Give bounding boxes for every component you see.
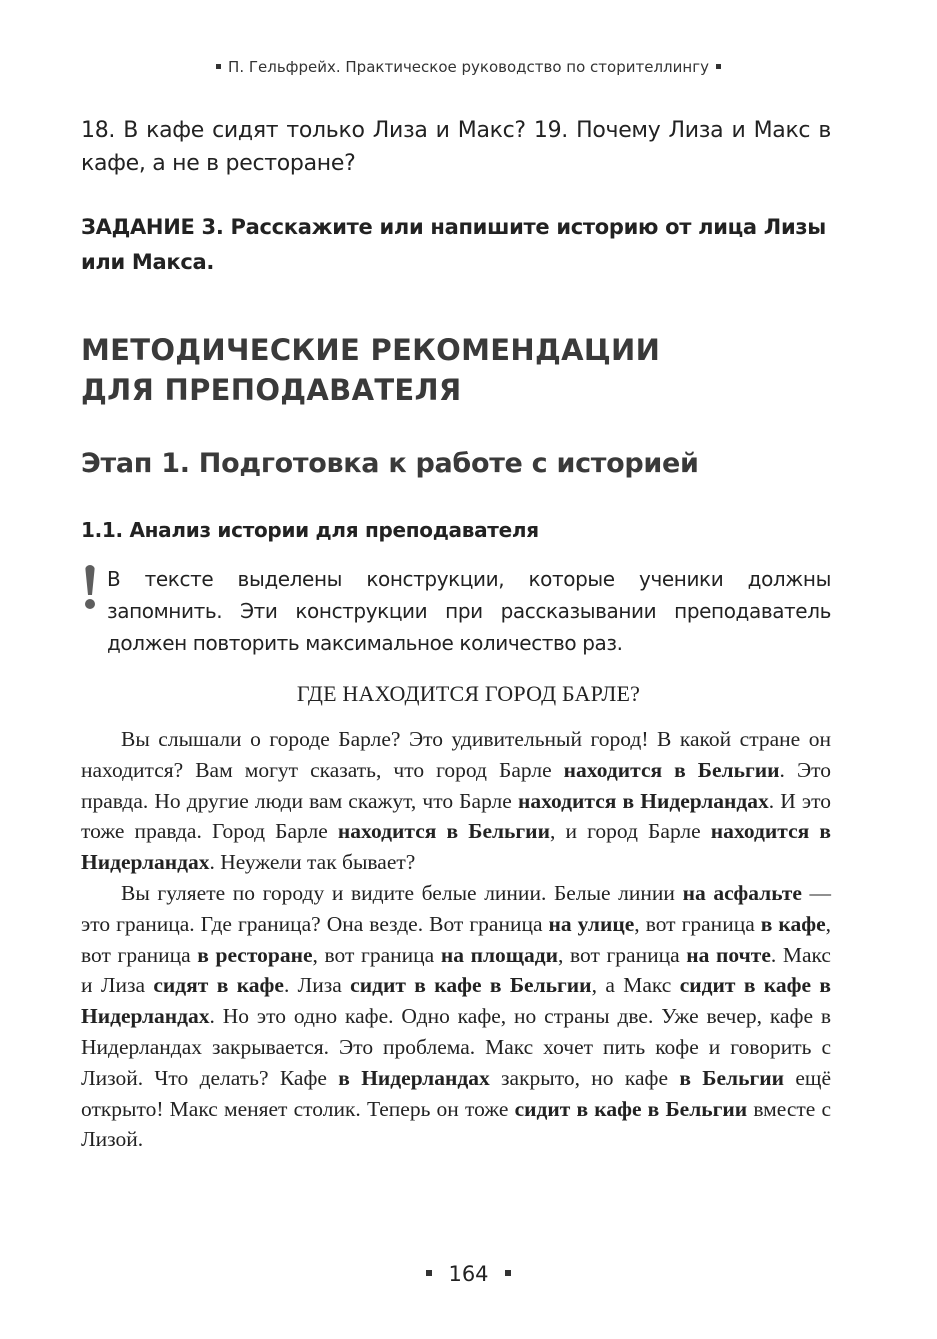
story-body xyxy=(81,724,831,1155)
highlighted-construction: находится в Бельгии xyxy=(563,757,780,782)
highlighted-construction: в Нидерландах xyxy=(338,1065,490,1090)
story-text: ещё открыто! Макс меняет столик. Теперь он тоже xyxy=(81,1065,831,1121)
highlighted-construction: на почте xyxy=(686,942,771,967)
story-title: ГДЕ НАХОДИТСЯ ГОРОД БАРЛЕ? xyxy=(296,681,641,706)
note-text: В тексте выделены конструкции, которые ученики должны запомнить. Эти конструкции при рассказывании преподаватель должен повторить максимальное количество раз. xyxy=(107,567,831,655)
running-head xyxy=(0,58,937,76)
highlighted-construction: в Бельгии xyxy=(679,1065,785,1090)
story-paragraph xyxy=(81,878,831,1155)
highlighted-construction: на асфальте xyxy=(682,880,802,905)
highlighted-construction: на площади xyxy=(440,942,558,967)
story-text: , а Макс xyxy=(591,973,680,998)
story-text: . Это правда. Но другие люди вам скажут, что Барле xyxy=(81,757,831,813)
story-text: , вот граница xyxy=(557,942,687,967)
section-title-line-2: ДЛЯ ПРЕПОДАВАТЕЛЯ xyxy=(81,373,462,407)
story-text: , и город Барле xyxy=(549,819,711,844)
story-text: . И это тоже правда. Город Барле xyxy=(81,788,832,844)
story-text: , вот граница xyxy=(312,942,441,967)
story-paragraph xyxy=(81,724,831,878)
story-text: вместе с Лизой. xyxy=(81,1096,832,1152)
story-text: . Но это одно кафе. Одно кафе, но страны две. Уже вечер, кафе в Нидерландах закрывается. Это проблема. Макс хочет пить кофе и говорить с Лизой. Что делать? Кафе xyxy=(81,1004,831,1090)
highlighted-construction: сидит в кафе в Бельгии xyxy=(350,973,592,998)
page-number-text: 164 xyxy=(448,1262,489,1286)
highlighted-construction: сидит в кафе в Нидерландах xyxy=(81,973,832,1029)
square-bullet-icon xyxy=(216,64,221,69)
square-bullet-icon xyxy=(505,1270,511,1276)
section-title xyxy=(81,330,831,410)
highlighted-construction: в ресторане xyxy=(197,942,313,967)
story-text: , вот граница xyxy=(634,911,761,936)
highlighted-construction: в кафе xyxy=(760,911,826,936)
story-text: закрыто, но кафе xyxy=(489,1065,680,1090)
highlighted-construction: находится в Бельгии xyxy=(337,819,550,844)
story-text: . Макс и Лиза xyxy=(81,942,831,998)
story-text: , вот граница xyxy=(81,911,832,967)
stage-title: Этап 1. Подготовка к работе с историей xyxy=(81,448,699,479)
subsection-title: 1.1. Анализ истории для преподавателя xyxy=(81,518,539,542)
highlighted-construction: сидит в кафе в Бельгии xyxy=(514,1096,748,1121)
page-number xyxy=(0,1262,937,1286)
exclamation-icon xyxy=(80,563,100,613)
highlighted-construction: на улице xyxy=(548,911,635,936)
story-text: Вы слышали о городе Барле? Это удивительный город! В какой стране он находится? Вам могут сказать, что город Барле xyxy=(81,727,831,782)
story-text: — это граница. Где граница? Она везде. Вот граница xyxy=(81,880,831,936)
story-text: . Неужели так бывает? xyxy=(209,850,416,875)
task-3: ЗАДАНИЕ 3. Расскажите или напишите историю от лица Лизы или Макса. xyxy=(81,215,826,274)
running-head-text: П. Гельфрейх. Практическое руководство по сторителлингу xyxy=(228,58,709,76)
highlighted-construction: находится в Нидерландах xyxy=(517,788,769,813)
story-text: . Лиза xyxy=(283,973,351,998)
story-text: Вы гуляете по городу и видите белые линии. Белые линии xyxy=(121,880,683,905)
questions-paragraph: 18. В кафе сидят только Лиза и Макс? 19. Почему Лиза и Макс в кафе, а не в ресторане? xyxy=(81,118,831,176)
highlighted-construction: сидят в кафе xyxy=(153,973,284,998)
section-title-line-1: МЕТОДИЧЕСКИЕ РЕКОМЕНДАЦИИ xyxy=(81,333,661,367)
square-bullet-icon xyxy=(426,1270,432,1276)
square-bullet-icon xyxy=(716,64,721,69)
highlighted-construction: находится в Нидерландах xyxy=(81,819,831,875)
